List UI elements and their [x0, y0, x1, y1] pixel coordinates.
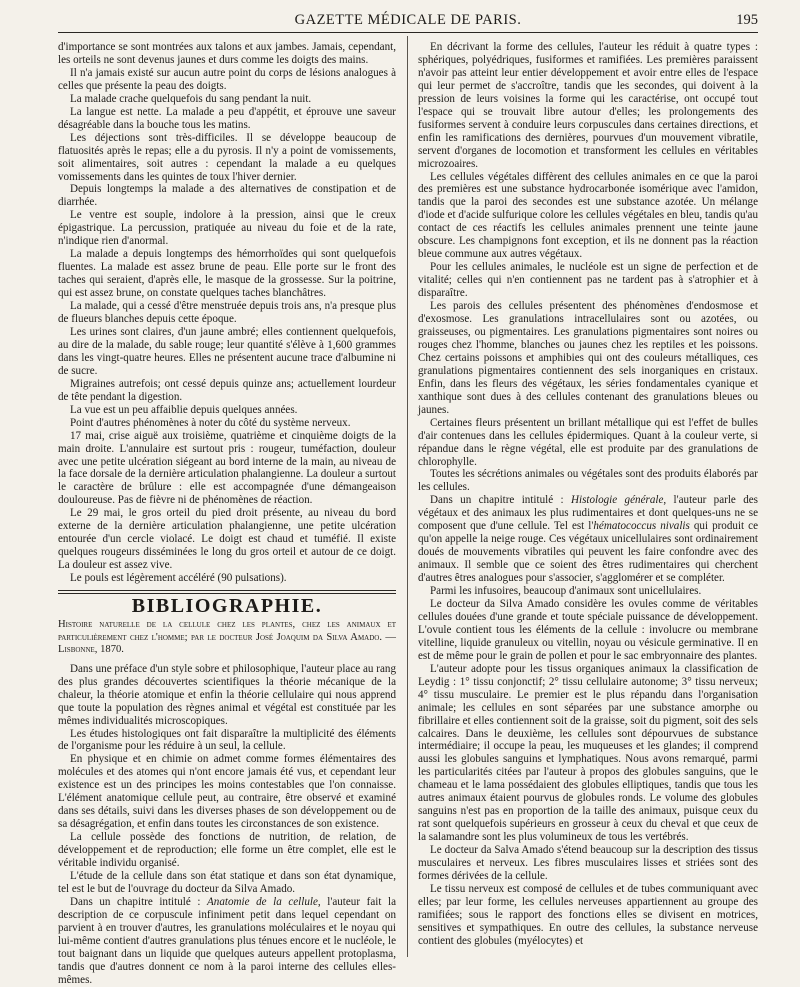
paragraph: L'auteur adopte pour les tissus organiques animaux la classification de Leydig : 1° tissu conjonctif; 2° tissu cellulaire autonome; 3° tissu nerveux; 4° tissu musculaire. Le premier est le plus répandu dans l'organisation animale; les cellules en sont séparées par une substance amorphe ou fibrillaire et elles contiennent soit de la graisse, soit du pigment, soit des sels calcaires. Dans le deuxième, les cellules sont dépourvues de substance intermédiaire; il occupe la peau, les muqueuses et les glandes; il comprend aussi les globules sanguins et lymphatiques. Nous avons remarqué, parmi les particularités citées par l'auteur à propos des globules sanguins, que le chameau et le lama possédaient des globules elliptiques, tandis que tous les autres animaux étaient pourvus de globules ronds. Le volume des globules sanguins n'est pas en proportion de la taille des animaux, puisque ceux du rat sont quelquefois supérieurs en grosseur à ceux du cheval et que ceux de la salamandre sont les plus volumineux de tous les vertébrés.	[418, 662, 758, 844]
page-header	[58, 10, 758, 33]
text-run: , l'auteur parle des végétaux et des animaux les plus rudimentaires et dont quelques-uns ne se composent que d'une cellule. Tel est l'	[418, 494, 759, 533]
paragraph: Le pouls est légèrement accéléré (90 pulsations).	[70, 572, 287, 585]
paragraph: Pour les cellules animales, le nucléole est un signe de perfection et de vitalité; celles qui n'en contiennent pas ne tardent pas à s'atrophier et à disparaître.	[418, 261, 758, 300]
paragraph: La langue est nette. La malade a peu d'appétit, et éprouve une saveur désagréable dans la bouche tous les matins.	[58, 105, 396, 131]
left-column	[58, 41, 396, 987]
paragraph: Les déjections sont très-difficiles. Il se développe beaucoup de flatuosités après le repas; elle a du pyrosis. Il n'y a point de vomissements, soit alimentaires, soit autres : cependant la malade a eu quelques vomissements dans les quintes de toux l'hiver dernier.	[58, 131, 396, 183]
paragraph: Depuis longtemps la malade a des alternatives de constipation et de diarrhée.	[58, 183, 396, 209]
paragraph: Toutes les sécrétions animales ou végétales sont des produits élaborés par les cellules.	[418, 468, 758, 494]
running-head: GAZETTE MÉDICALE DE PARIS.	[294, 12, 522, 28]
text-run: qui produit ce qu'on appelle la neige rouge. Ces végétaux unicellulaires sont ordinairement doués de mouvements vibratiles qui peuvent les faire confondre avec des animaux. Il semble que ce soient des êtres rudimentaires qui cherchent d'autres êtres analogues pour s'associer, s'agglomérer et se compléter.	[418, 520, 758, 585]
text-run: Dans un chapitre intitulé :	[430, 494, 571, 507]
paragraph: En physique et en chimie on admet comme formes élémentaires des molécules et des atomes qui n'ont encore jamais été vus, et cependant leur existence est un des principes les moins contestables que l'on connaisse. L'élément anatomique cellule peut, au contraire, être observé et examiné dans ses détails, suivi dans les diverses phases de son développement ou de sa désagrégation, et enfin dans toutes les circonstances de son existence.	[58, 753, 396, 831]
paragraph	[58, 896, 396, 987]
paragraph: Le docteur da Silva Amado considère les ovules comme de véritables cellules douées d'une grande et toute spéciale puissance de développement. L'ovule contient tous les éléments de la cellule : involucre ou membrane vitelline, liquide granuleux ou vitellin, noyau ou vésicule germinative. Il en est de même pour le grain de pollen et pour le sac embryonnaire des plantes.	[418, 597, 758, 662]
column-divider	[407, 36, 408, 957]
paragraph: La vue est un peu affaiblie depuis quelques années.	[70, 403, 298, 416]
paragraph: En décrivant la forme des cellules, l'auteur les réduit à quatre types : sphériques, polyédriques, fusiformes et ramifiées. Les premières paraissent n'avoir pas atteint leur entier développement et avoir entre elles de l'espace qui leur permet de s'accroître, tandis que les secondes, qui doivent à la pression de leurs voisines la forme qui les caractérise, ont occupé tout l'espace qui se trouvait libre autour d'elles; les prolongements des fusiformes servent à conduire leurs corpuscules dans certaines directions, et enfin les ramifications des dernières, pourvues d'un mouvement vibratile, servent d'organes de locomotion et transforment les cellules en véritables microzoaires.	[418, 41, 758, 170]
paragraph: Point d'autres phénomènes à noter du côté du système nerveux.	[70, 416, 351, 429]
paragraph: Le tissu nerveux est composé de cellules et de tubes communiquant avec elles; par leur forme, les cellules nerveuses appartiennent au groupe des ramifiées; sous le rapport des fonctions elles se divisent en motrices, sensitives et sympathiques. En outre des cellules, la substance nerveuse contient des globules (myélocytes) et	[418, 882, 758, 947]
section-rule	[58, 593, 396, 594]
paragraph: La cellule possède des fonctions de nutrition, de relation, de développement et de reproduction; elle forme un être complet, elle est le véritable individu organisé.	[58, 831, 396, 870]
section-rule	[58, 590, 396, 591]
paragraph: Les cellules végétales diffèrent des cellules animales en ce que la paroi des premières est une substance hydrocarbonée isomérique avec l'amidon, tandis que la paroi des secondes est une substance azotée. Un mélange d'iode et d'acide sulfurique colore les cellules végétales en bleu, tandis qu'au contact de ces réactifs les cellules animales prennent une teinte jaune obscure. Les champignons font exception, et ils ne donnent pas la réaction bleue commune aux autres végétaux.	[418, 170, 758, 261]
paragraph: Migraines autrefois; ont cessé depuis quinze ans; actuellement lourdeur de tête pendant la digestion.	[58, 377, 396, 403]
book-reference: Histoire naturelle de la cellule chez les plantes, chez les animaux et particulièrement chez l'homme; par le docteur José Joaquim da Silva Amado. — Lisbonne, 1870.	[58, 618, 396, 656]
right-column	[418, 41, 758, 948]
italic-title: Anatomie de la cellule	[207, 895, 318, 908]
paragraph: 17 mai, crise aiguë aux troisième, quatrième et cinquième doigts de la main droite. L'annulaire est surtout pris : rougeur, tuméfaction, douleur avec une petite ulcération siégeant au bord interne de la main, au niveau de la face dorsale de la dernière articulation phalangienne. La douleur a surtout le caractère de brûlure : elle est accompagnée d'une démangeaison douloureuse. Pas de fièvre ni de phénomènes de réaction.	[58, 429, 396, 507]
italic-species: hématococcus nivalis	[593, 520, 690, 533]
paragraph: Certaines fleurs présentent un brillant métallique qui est l'effet de bulles d'air contenues dans les cellules épidermiques. Quant à la couleur verte, si répandue dans le règne végétal, elle est produite par des granulations de chlorophylle.	[418, 416, 758, 468]
text-run: , l'auteur fait la description de ce corpuscule infiniment petit dans lequel cependant on parvient à en trouver d'autres, les granulations moléculaires et le noyau qui lui-même contient d'autres granulations plus ténues encore et le nucléole, le tout baignant dans un liquide que quelques auteurs appellent protoplasma, tandis que d'autres donnent ce nom à la paroi interne des cellules elles-mêmes.	[58, 895, 396, 986]
paragraph: Dans une préface d'un style sobre et philosophique, l'auteur place au rang des plus grandes découvertes scientifiques la théorie mécanique de la chaleur, la théorie atomique et enfin la théorie cellulaire qui nous apprend que toute la population des règnes animal et végétal est constituée par les mêmes individualités microscopiques.	[58, 662, 396, 727]
paragraph	[418, 494, 758, 585]
paragraph: Les parois des cellules présentent des phénomènes d'endosmose et d'exosmose. Les granulations intracellulaires sont ou azotées, ou graisseuses, ou pigmentaires. Les granulations pigmentaires sont noires ou rouges chez l'homme, blanches ou jaunes chez les reptiles et les poissons. Chez certains poissons et amphibies qui ont des couleurs métalliques, ces granulations pigmentaires contiennent des sels inorganiques en cristaux. Enfin, dans les fleurs des végétaux, les séries fondamentales cyanique et xanthique sont dues à des cellules contenant des granulations bleues ou jaunes.	[418, 300, 758, 416]
paragraph: Les urines sont claires, d'un jaune ambré; elles contiennent quelquefois, au dire de la malade, du sable rouge; leur quantité s'élève à 1,600 grammes dans les vingt-quatre heures. Elles ne présentent aucune trace d'albumine ni de sucre.	[58, 325, 396, 377]
paragraph: Le ventre est souple, indolore à la pression, ainsi que le creux épigastrique. La percussion, pratiquée au niveau du foie et de la rate, n'indique rien d'anormal.	[58, 209, 396, 248]
page-number: 195	[736, 12, 758, 28]
paragraph: La malade a depuis longtemps des hémorrhoïdes qui sont quelquefois fluentes. La malade est assez brune de peau. Elle porte sur le front des taches qui seraient, d'après elle, le masque de la grossesse. Sur la poitrine, qui est assez brune, on constate quelques taches blanchâtres.	[58, 248, 396, 300]
paragraph: Le docteur da Salva Amado s'étend beaucoup sur la description des tissus musculaires et nerveux. Les fibres musculaires lisses et striées sont des formes dérivées de la cellule.	[418, 844, 758, 882]
italic-title: Histologie générale	[570, 494, 664, 507]
paragraph: La malade, qui a cessé d'être menstruée depuis trois ans, n'a presque plus de flueurs blanches depuis cette époque.	[58, 300, 396, 326]
paragraph: Il n'a jamais existé sur aucun autre point du corps de lésions analogues à celles que présente la peau des doigts.	[58, 66, 396, 92]
paragraph: L'étude de la cellule dans son état statique et dans son état dynamique, tel est le but de l'ouvrage du docteur da Silva Amado.	[58, 870, 396, 895]
section-title: BIBLIOGRAPHIE.	[131, 595, 323, 618]
paragraph: Les études histologiques ont fait disparaître la multiplicité des éléments de l'organisme pour les réduire à un seul, la cellule.	[58, 727, 396, 753]
paragraph: Le 29 mai, le gros orteil du pied droit présente, au niveau du bord externe de la dernière articulation phalangienne, une petite ulcération entourée d'un cercle violacé. Le doigt est chaud et tuméfié. Il existe quelques rougeurs disséminées le long du gros orteil et autour de ce doigt. La douleur est assez vive.	[58, 507, 396, 572]
paragraph: La malade crache quelquefois du sang pendant la nuit.	[70, 92, 312, 105]
paragraph: d'importance se sont montrées aux talons et aux jambes. Jamais, cependant, les orteils ne sont devenus jaunes et durs comme les doigts des mains.	[58, 41, 396, 66]
text-run: Dans un chapitre intitulé :	[70, 895, 207, 908]
paragraph: Parmi les infusoires, beaucoup d'animaux sont unicellulaires.	[430, 585, 702, 598]
